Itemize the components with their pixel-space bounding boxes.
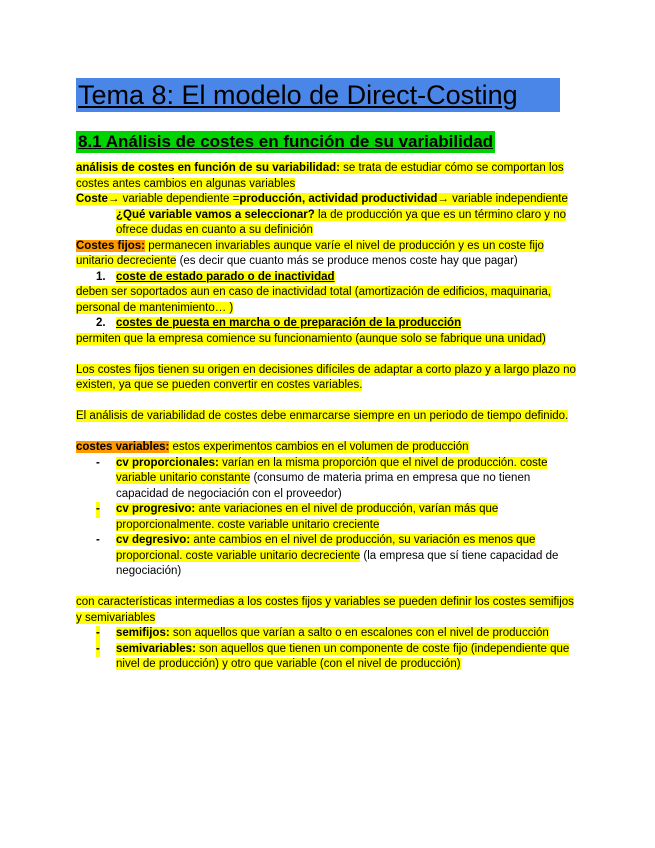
dash-bullet: - [96,456,100,469]
paragraph-periodo: El análisis de variabilidad de costes debe enmarcarse siempre en un periodo de tiempo definido. [76,410,569,422]
list-item-semifijos: - semifijos: son aquellos que varían a salto o en escalones con el nivel de producción [76,626,581,642]
section-heading: 8.1 Análisis de costes en función de su variabilidad [78,132,494,151]
arrow-icon: → [107,193,120,205]
term-costes-variables: costes variables: [76,441,170,453]
term-costes-fijos: Costes fijos: [76,239,146,252]
paragraph-costes-fijos: Costes fijos: permanecen invariables aunque varíe el nivel de producción y es un coste fijo unitario decreciente (es decir que cuanto más se produce menos coste hay que pagar) [76,239,544,267]
dash-bullet: - [96,534,100,546]
numbered-item-1 [76,270,581,286]
list-item-cv-progresivo: - cv progresivo: ante variaciones en el nivel de producción, varían más que proporcionalmente. coste variable unitario creciente [96,503,499,531]
list-item-cv-proporcionales: - cv proporcionales: varían en la misma proporción que el nivel de producción. coste variable unitario constante (consumo de materia prima en empresa que no tienen capacidad de negociación con el proveedor) [96,456,548,500]
item-label: coste de estado parado o de inactividad [116,270,335,283]
item-number: 2. [96,317,106,329]
item-label: costes de puesta en marcha o de preparación de la producción [116,317,462,329]
paragraph-semifijos-intro: con características intermedias a los costes fijos y variables se pueden definir los costes semifijos y semivariables [76,596,574,624]
paragraph-origen-costes-fijos: Los costes fijos tienen su origen en decisiones difíciles de adaptar a corto plazo y a largo plazo no existen, ya que se pueden convertir en costes variables. [76,363,576,391]
list-item-semivariables: - semivariables: son aquellos que tienen un componente de coste fijo (independiente que nivel de producción) y otro que variable (con el nivel de producción) [96,642,570,670]
dash-bullet: - [96,626,100,642]
dash-bullet: - [96,642,100,658]
paragraph-inactividad: deben ser soportados aun en caso de inactividad total (amortización de edificios, maquinaria, personal de mantenimiento… ) [76,286,551,314]
page-title: Tema 8: El modelo de Direct-Costing [76,78,560,112]
paragraph-puesta-en-marcha: permiten que la empresa comience su funcionamiento (aunque solo se fabrique una unidad) [76,332,546,345]
list-item-cv-degresivo: - cv degresivo: ante cambios en el nivel de producción, su variación es menos que proporcional. coste variable unitario decreciente (la empresa que sí tiene capacidad de negociación) [96,534,559,577]
paragraph-question: ¿Qué variable vamos a seleccionar? la de producción ya que es un término claro y no ofrece dudas en cuanto a su definición [116,208,567,236]
item-number: 1. [96,270,106,283]
document-body [76,161,581,673]
paragraph-analisis: análisis de costes en función de su variabilidad: se trata de estudiar cómo se comportan los costes antes cambios en algunas variables [76,162,564,190]
paragraph-costes-variables: costes variables: estos experimentos cambios en el volumen de producción [76,441,469,453]
dash-bullet: - [96,502,100,518]
paragraph-coste-variable: Coste→ variable dependiente =producción, actividad productividad→ variable independiente [76,193,568,205]
term-analisis: análisis de costes en función de su variabilidad: [76,162,340,174]
arrow-icon: → [437,193,449,205]
numbered-item-2 [76,316,581,332]
